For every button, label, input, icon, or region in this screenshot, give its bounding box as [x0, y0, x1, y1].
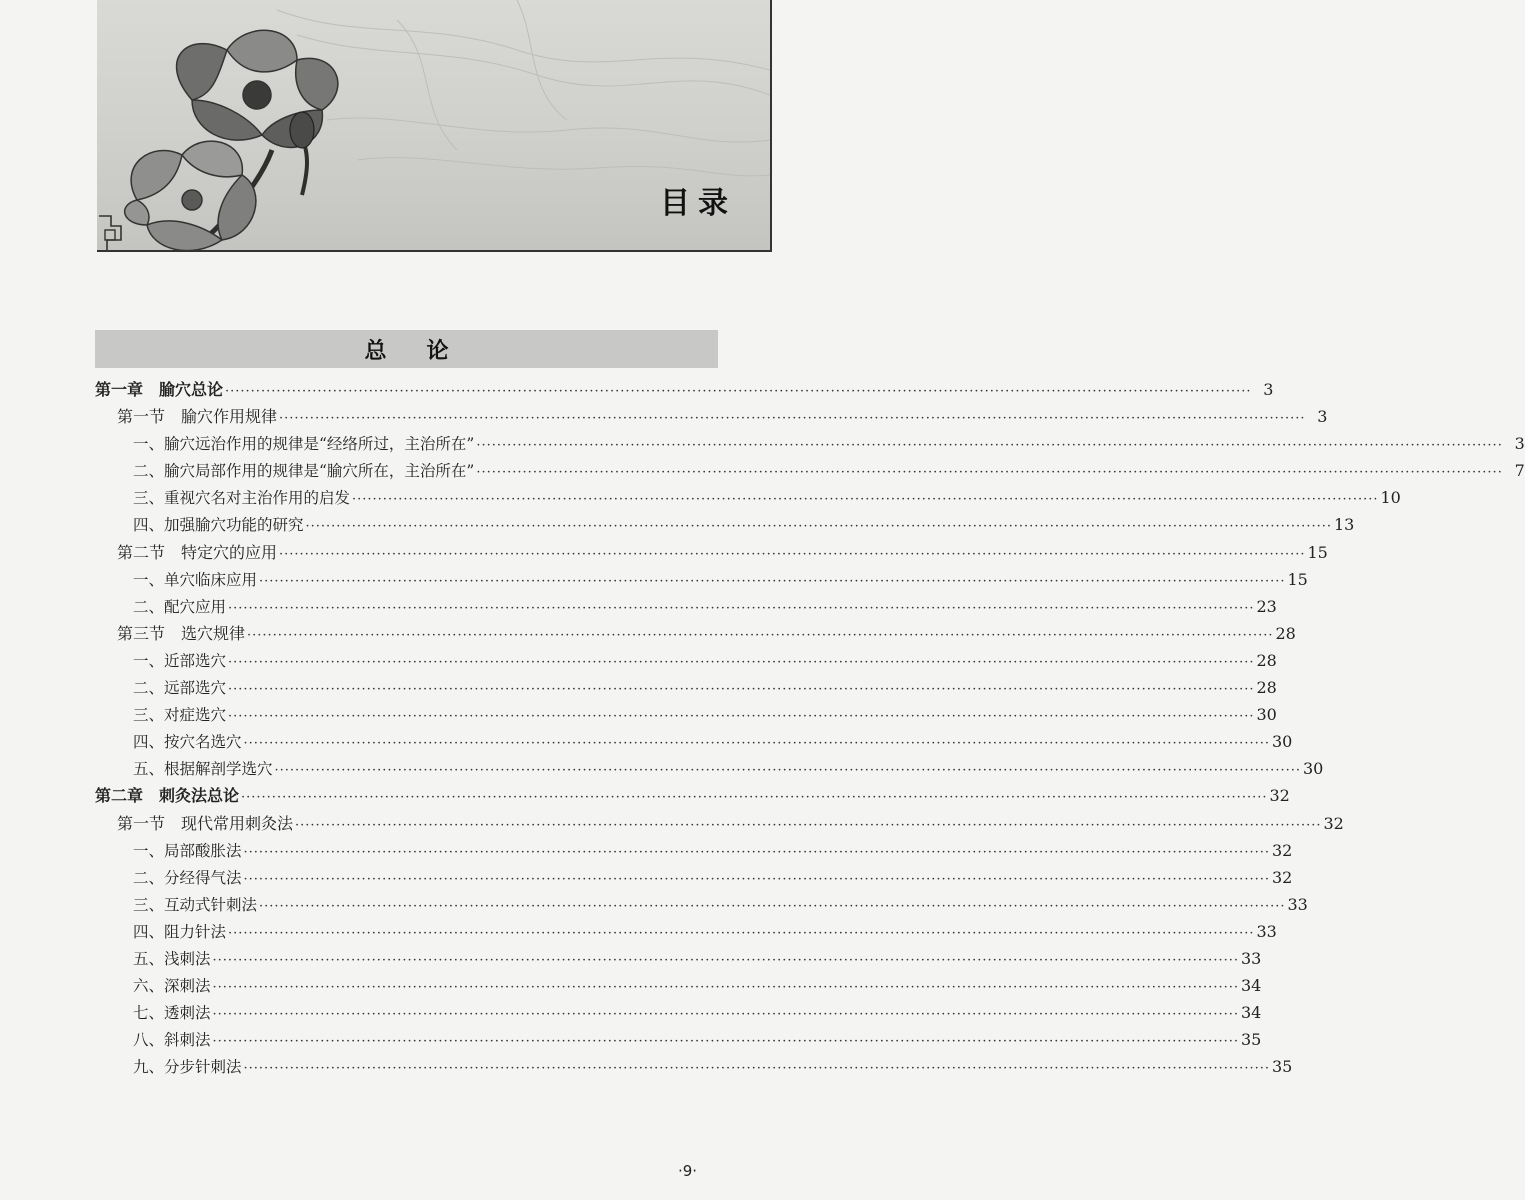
toc-entry-label: 三、对症选穴 — [133, 706, 227, 725]
toc-chapter-entry[interactable] — [95, 782, 1290, 809]
toc-entry-label: 五、根据解剖学选穴 — [133, 760, 273, 779]
toc-section-entry[interactable] — [95, 620, 1296, 647]
toc-item-entry[interactable] — [95, 945, 1262, 972]
toc-item-entry[interactable] — [95, 918, 1277, 945]
toc-entry-page: 30 — [1256, 705, 1277, 725]
toc-entry-page: 32 — [1271, 840, 1293, 860]
dot-leader: ········································································································································································································ — [243, 1061, 1270, 1077]
toc-entry-page: 28 — [1256, 650, 1277, 670]
dot-leader: ········································································································································································································ — [225, 384, 1252, 399]
dot-leader: ········································································································································································································ — [212, 952, 1239, 968]
dot-leader: ········································································································································································································ — [279, 411, 1306, 427]
section-title: 总论 — [364, 338, 489, 364]
toc-section-entry[interactable] — [95, 810, 1344, 837]
toc-item-entry[interactable] — [95, 972, 1262, 999]
dot-leader: ········································································································································································································ — [243, 844, 1270, 860]
toc-entry-page: 32 — [1271, 867, 1293, 887]
dot-leader: ········································································································································································································ — [243, 736, 1270, 752]
toc-entry-label: 七、透刺法 — [133, 1004, 211, 1023]
dot-leader: ········································································································································································································ — [259, 573, 1286, 589]
toc-item-entry[interactable] — [95, 755, 1324, 782]
dot-leader: ········································································································································································································ — [476, 438, 1503, 454]
toc-entry-label: 二、远部选穴 — [133, 679, 227, 698]
dot-leader: ········································································································································································································ — [274, 763, 1301, 779]
toc-item-entry[interactable] — [95, 457, 1525, 484]
toc-item-entry[interactable] — [95, 1026, 1262, 1053]
toc-item-entry[interactable] — [95, 647, 1277, 674]
toc-entry-label: 四、阻力针法 — [133, 922, 227, 941]
dot-leader: ········································································································································································································ — [305, 519, 1332, 535]
dot-leader: ········································································································································································································ — [228, 682, 1255, 698]
toc-entry-label: 一、单穴临床应用 — [133, 570, 258, 589]
toc-entry-label: 二、分经得气法 — [133, 868, 242, 887]
toc-entry-page: 32 — [1323, 813, 1344, 833]
dot-leader: ········································································································································································································ — [228, 600, 1255, 616]
toc-entry-page: 10 — [1380, 488, 1401, 508]
toc-entry-label: 三、互动式针刺法 — [133, 895, 258, 914]
dot-leader: ········································································································································································································ — [212, 980, 1239, 996]
dot-leader: ········································································································································································································ — [228, 709, 1255, 725]
toc-entry-page: 30 — [1302, 759, 1324, 779]
toc-item-entry[interactable] — [95, 566, 1308, 593]
toc-entry-label: 第一节 腧穴作用规律 — [117, 407, 278, 427]
dot-leader: ········································································································································································································ — [476, 465, 1503, 481]
toc-title: 目录 — [660, 186, 736, 221]
toc-entry-page: 33 — [1287, 894, 1308, 914]
dot-leader: ········································································································································································································ — [212, 1034, 1239, 1050]
dot-leader: ········································································································································································································ — [295, 817, 1322, 833]
toc-item-entry[interactable] — [95, 674, 1277, 701]
dot-leader: ········································································································································································································ — [241, 790, 1268, 806]
toc-item-entry[interactable] — [95, 1053, 1293, 1080]
toc-entry-page: 35 — [1271, 1057, 1293, 1077]
toc-entry-label: 第二节 特定穴的应用 — [117, 542, 278, 562]
toc-entry-label: 第三节 选穴规律 — [117, 623, 246, 643]
toc-entry-label: 四、加强腧穴功能的研究 — [133, 516, 304, 535]
toc-entry-page: 34 — [1240, 976, 1262, 996]
toc-entry-page: 15 — [1287, 569, 1308, 589]
toc-item-entry[interactable] — [95, 999, 1262, 1026]
section-header — [95, 330, 718, 368]
toc-item-entry[interactable] — [95, 484, 1401, 511]
toc-item-entry[interactable] — [95, 593, 1277, 620]
dot-leader: ········································································································································································································ — [279, 546, 1306, 562]
toc-entry-page: 33 — [1240, 948, 1262, 968]
corner-ornament — [97, 212, 127, 252]
dot-leader: ········································································································································································································ — [243, 871, 1270, 887]
toc-item-entry[interactable] — [95, 837, 1293, 864]
toc-entry-label: 二、腧穴局部作用的规律是“腧穴所在，主治所在” — [133, 462, 475, 481]
toc-entry-label: 第二章 刺灸法总论 — [95, 786, 240, 806]
toc-section-entry[interactable] — [95, 403, 1328, 430]
toc-entry-page: 34 — [1240, 1003, 1262, 1023]
dot-leader: ········································································································································································································ — [228, 925, 1255, 941]
toc-entry-page: 28 — [1256, 678, 1277, 698]
toc-entry-label: 一、局部酸胀法 — [133, 841, 242, 860]
dot-leader: ········································································································································································································ — [212, 1007, 1239, 1023]
page-number: ·9· — [678, 1162, 698, 1180]
toc-entry-label: 五、浅刺法 — [133, 949, 211, 968]
toc-item-entry[interactable] — [95, 728, 1293, 755]
dot-leader: ········································································································································································································ — [259, 898, 1286, 914]
toc-entry-label: 四、按穴名选穴 — [133, 733, 242, 752]
toc-entry-page: 13 — [1333, 515, 1355, 535]
toc-entry-label: 第一节 现代常用刺灸法 — [117, 813, 294, 833]
toc-entry-label: 九、分步针刺法 — [133, 1058, 242, 1077]
toc-entry-label: 三、重视穴名对主治作用的启发 — [133, 489, 351, 508]
dot-leader: ········································································································································································································ — [247, 627, 1274, 643]
toc-item-entry[interactable] — [95, 864, 1293, 891]
toc-entry-page: 33 — [1256, 921, 1277, 941]
dot-leader: ········································································································································································································ — [352, 492, 1379, 508]
toc-item-entry[interactable] — [95, 891, 1308, 918]
toc-chapter-entry[interactable] — [95, 376, 1274, 403]
toc-item-entry[interactable] — [95, 701, 1277, 728]
toc-entry-label: 第一章 腧穴总论 — [95, 380, 224, 399]
toc-entry-page: 7 — [1514, 461, 1525, 481]
toc-item-entry[interactable] — [95, 430, 1525, 457]
toc-entry-label: 一、腧穴远治作用的规律是“经络所过，主治所在” — [133, 435, 475, 454]
table-of-contents — [95, 376, 1525, 1080]
toc-section-entry[interactable] — [95, 539, 1328, 566]
toc-entry-label: 八、斜刺法 — [133, 1031, 211, 1050]
toc-entry-label: 一、近部选穴 — [133, 651, 227, 670]
toc-entry-page: 35 — [1240, 1030, 1262, 1050]
toc-entry-label: 六、深刺法 — [133, 977, 211, 996]
toc-entry-page: 15 — [1307, 542, 1328, 562]
toc-entry-page: 28 — [1275, 623, 1296, 643]
toc-entry-page: 3 — [1263, 380, 1274, 399]
dot-leader: ········································································································································································································ — [228, 654, 1255, 670]
toc-entry-page: 32 — [1269, 786, 1290, 806]
toc-item-entry[interactable] — [95, 511, 1355, 538]
toc-entry-page: 3 — [1514, 434, 1525, 454]
toc-entry-page: 30 — [1271, 732, 1293, 752]
toc-entry-page: 3 — [1317, 407, 1328, 427]
toc-entry-page: 23 — [1256, 596, 1277, 616]
toc-entry-label: 二、配穴应用 — [133, 597, 227, 616]
